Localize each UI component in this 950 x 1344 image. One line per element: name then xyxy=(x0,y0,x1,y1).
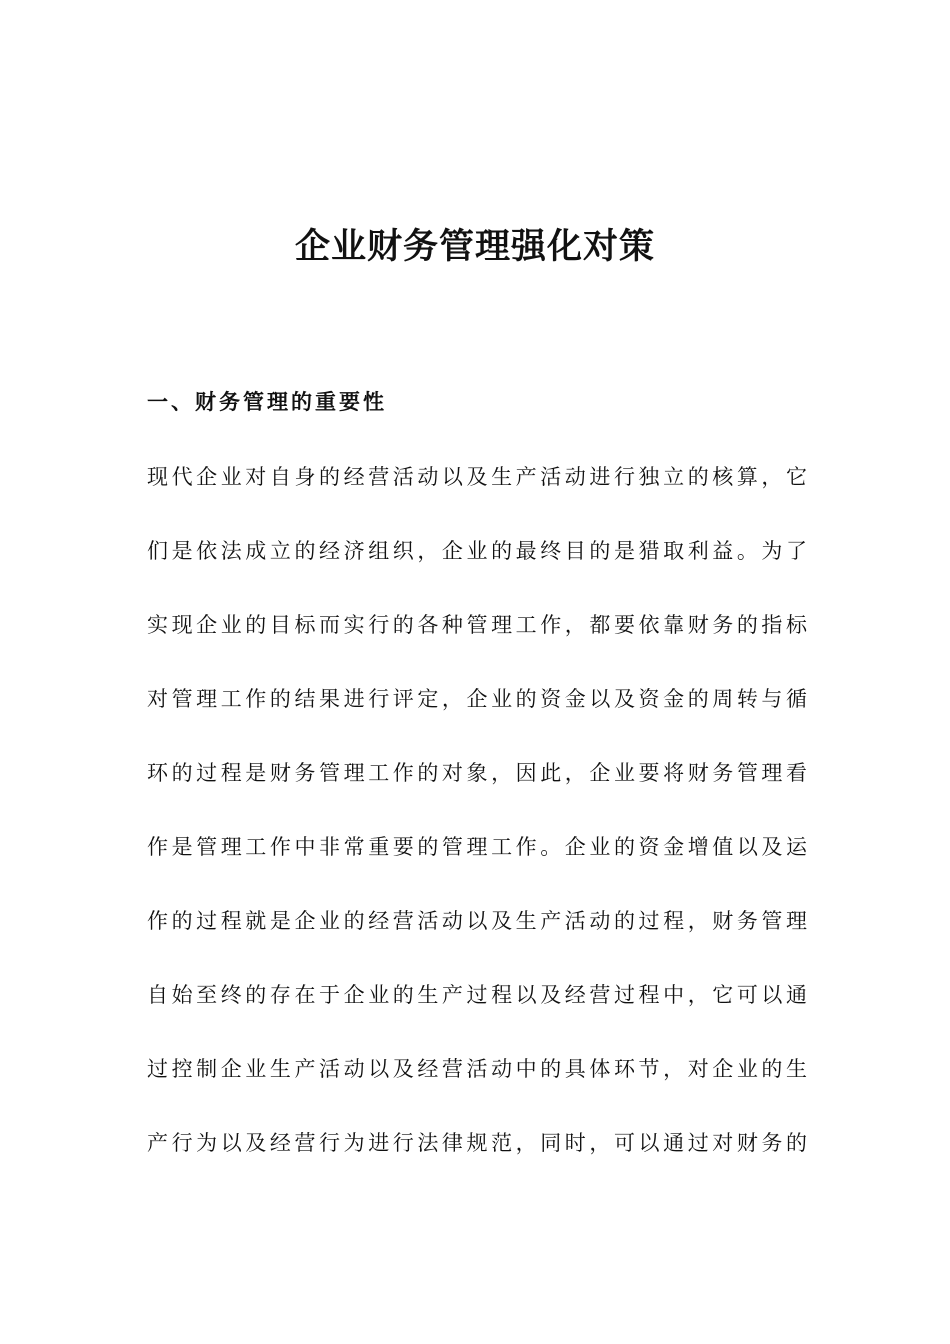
body-paragraph xyxy=(147,461,807,1201)
paragraph-line: 产行为以及经营行为进行法律规范，同时，可以通过对财务的 xyxy=(147,1131,807,1155)
document-title: 企业财务管理强化对策 xyxy=(294,227,655,267)
paragraph-line: 作的过程就是企业的经营活动以及生产活动的过程，财务管理 xyxy=(147,909,807,933)
section-heading: 一、财务管理的重要性 xyxy=(147,389,387,414)
paragraph-line: 自始至终的存在于企业的生产过程以及经营过程中，它可以通 xyxy=(147,983,807,1007)
paragraph-line: 实现企业的目标而实行的各种管理工作，都要依靠财务的指标 xyxy=(147,613,807,637)
paragraph-line: 环的过程是财务管理工作的对象，因此，企业要将财务管理看 xyxy=(147,761,807,785)
paragraph-line: 现代企业对自身的经营活动以及生产活动进行独立的核算，它 xyxy=(147,465,807,489)
paragraph-line: 过控制企业生产活动以及经营活动中的具体环节，对企业的生 xyxy=(147,1057,807,1081)
paragraph-line: 们是依法成立的经济组织，企业的最终目的是猎取利益。为了 xyxy=(147,539,807,563)
paragraph-line: 作是管理工作中非常重要的管理工作。企业的资金增值以及运 xyxy=(147,835,807,859)
paragraph-line: 对管理工作的结果进行评定，企业的资金以及资金的周转与循 xyxy=(147,687,807,711)
